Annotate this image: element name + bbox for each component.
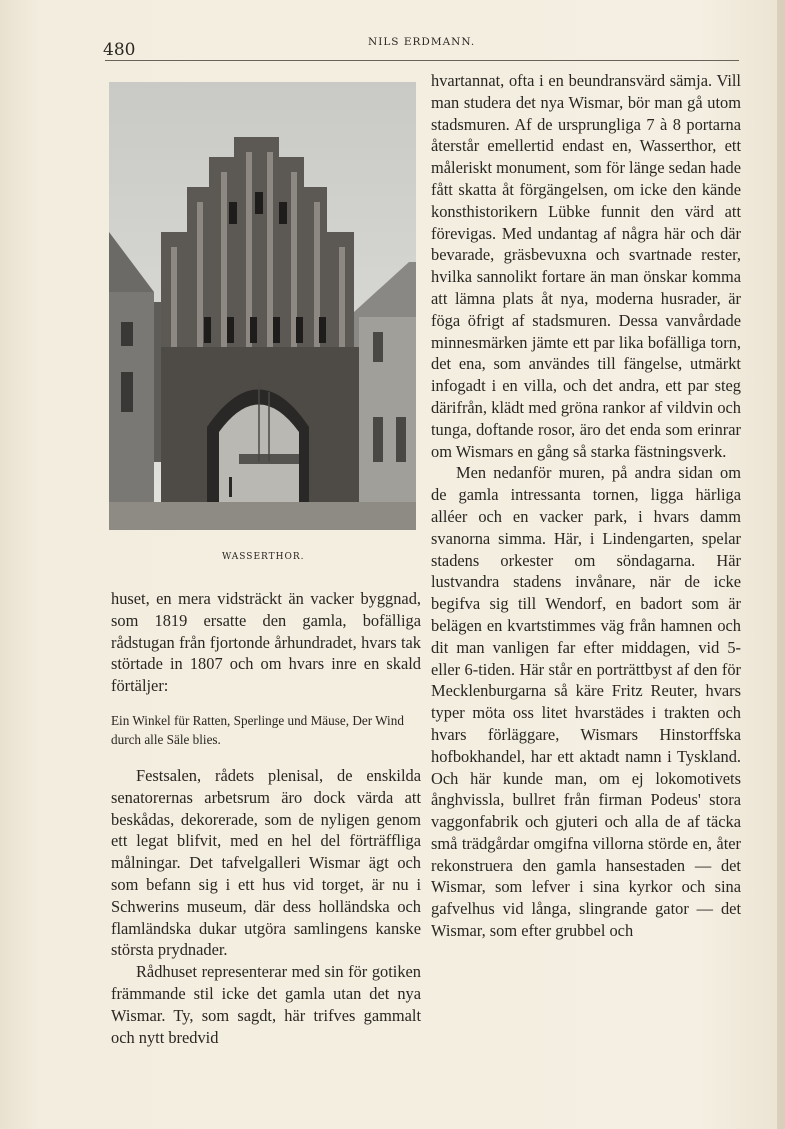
paragraph: Festsalen, rådets plenisal, de enskilda senatorernas arbetsrum äro dock värda att beskådas, dekorerade, som de nyligen genom ett legat blifvit, med en hel del förträffliga målningar. Det tafvelgalleri Wismar ägt och som befann sig i ett hus vid torget, är nu i Schwerins museum, där dess holländska och flamländska dukar utgöra samlingens kanske största prydnader. [111, 765, 421, 960]
right-column [431, 70, 741, 942]
page-edge [777, 0, 785, 1129]
left-column [111, 588, 421, 1048]
wasserthor-illustration [109, 82, 416, 530]
wasserthor-photograph [109, 82, 416, 530]
paragraph: Men nedanför muren, på andra sidan om de gamla intressanta tornen, ligga härliga alléer och en vacker park, i hvars damm svanorna simma. Här, i Lindengarten, spelar stadens orkester om söndagarna. Här lustvandra stadens invånare, när de icke begifva sig till Wendorf, en badort som är belägen en kvartstimmes väg från hamnen och dit man vanligen far efter middagen, vid 5- eller 6-tiden. Här står en porträttbyst af den för Mecklenburgarna så käre Fritz Reuter, hvars typer möta oss litet hvarstädes i trakten och hvars förläggare, Wismars Hinstorffska hofbokhandel, har ett aktadt namn i Tyskland. Och här kunde man, om ej lokomotivets ånghvissla, bullret från firman Podeus' stora vaggonfabrik och gjuteri och alla de af täcka små trädgårdar omgifna villorna störde en, åter rekonstruera den gamla hansestaden — det Wismar, som lefver i sina kyrkor och sina gafvelhus vid långa, slingrande gator — det Wismar, som efter grubbel och [431, 463, 741, 941]
paragraph: Rådhuset representerar med sin för gotiken främmande stil icke det gamla utan det nya Wismar. Ty, som sagdt, här trifves gammalt och nytt bredvid [111, 962, 421, 1047]
figure-caption: WASSERTHOR. [222, 552, 305, 562]
paragraph: huset, en mera vidsträckt än vacker byggnad, som 1819 ersatte den gamla, bofälliga rådstugan från fjortonde århundradet, hvars tak störtade in 1807 och om hvars inre en skald förtäljer: [111, 589, 421, 696]
page-number: 480 [103, 40, 136, 60]
running-head: NILS ERDMANN. [368, 36, 476, 48]
paragraph: hvartannat, ofta i en beundransvärd sämja. Vill man studera det nya Wismar, bör man gå utom stadsmuren. Af de ursprungliga 7 à 8 portarna återstår emellertid endast en, Wasserthor, ett måleriskt monument, som för länge sedan hade fått skatta åt förgängelsen, om icke den kände konsthistorikern Lübke funnit den värd att förevigas. Med undantag af några här och där bevarade, gräsbevuxna och svartnade rester, hvilka sannolikt fortare än man önskar komma att lämna plats åt nya, moderna husrader, är föga öfrigt af stadsmuren. Dessa vanvårdade minnesmärken jämte ett par lika bofälliga torn, det ena, som användes till fängelse, utmärkt infogadt i en villa, och det andra, ett par steg därifrån, klädt med gröna rankor af vildvin och tunga, doftande rosor, äro det enda som erinrar om Wismars en gång så starka fästningsverk. [431, 71, 741, 461]
verse-quote: Ein Winkel für Ratten, Sperlinge und Mäuse, Der Wind durch alle Säle blies. [111, 712, 404, 747]
header-rule [105, 60, 739, 61]
